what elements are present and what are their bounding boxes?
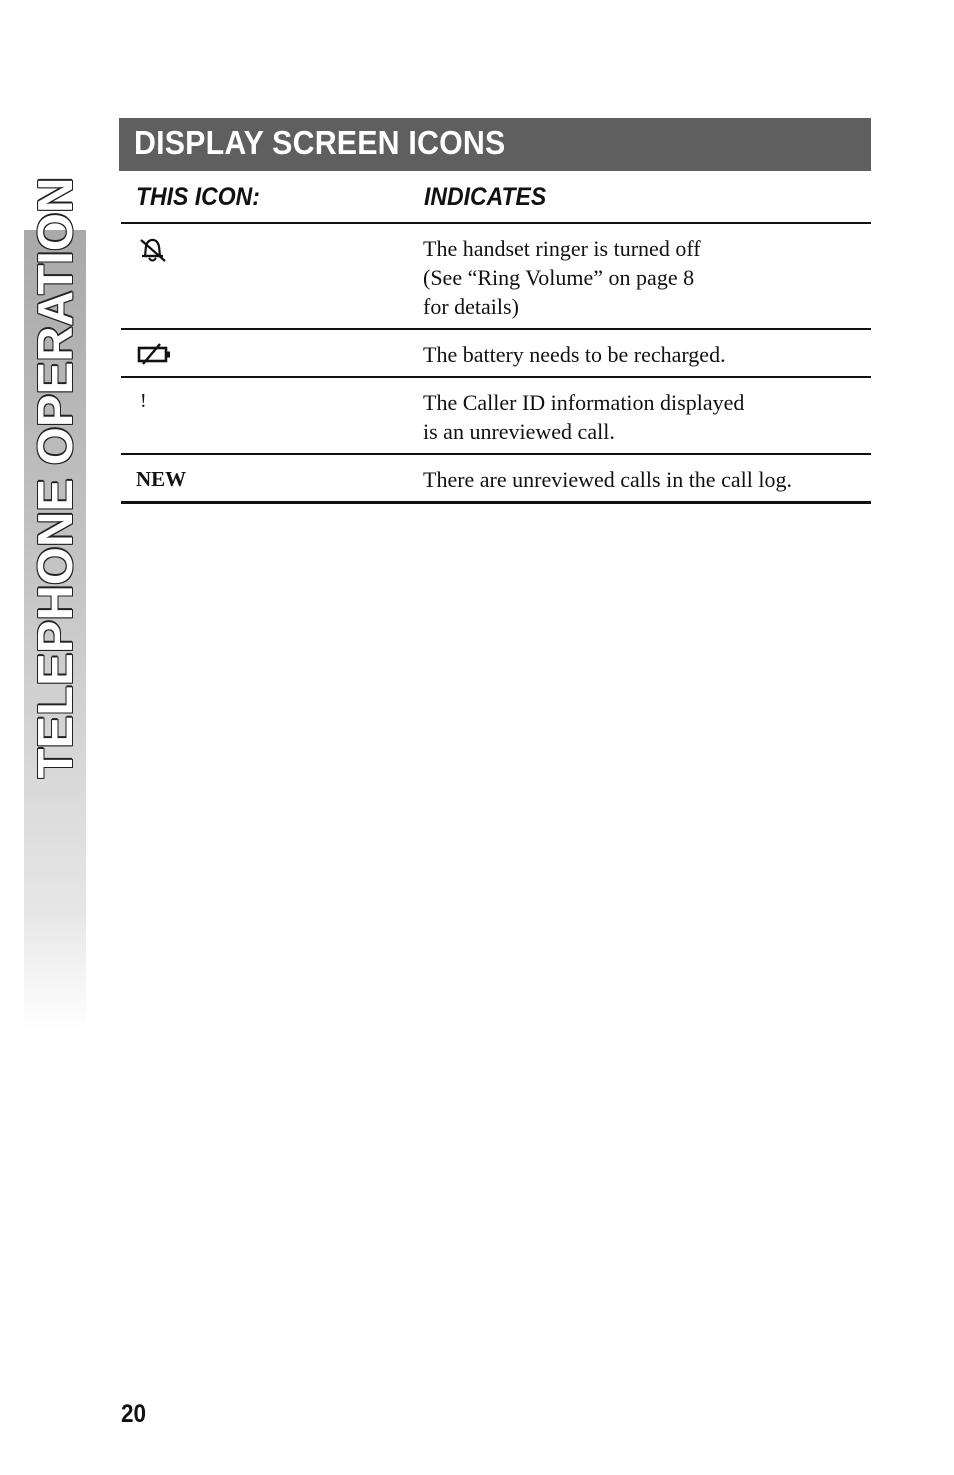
new-indicator-label: NEW	[136, 467, 187, 491]
table-row	[121, 330, 871, 378]
section-title: DISPLAY SCREEN ICONS	[134, 124, 506, 161]
ringer-off-icon	[136, 236, 168, 269]
section-header-bar	[119, 118, 871, 171]
table-row	[121, 455, 871, 504]
side-section-label: TELEPHONE OPERATION	[29, 177, 83, 779]
row-description: There are unreviewed calls in the call log.	[423, 467, 792, 492]
table-row	[121, 224, 871, 330]
exclamation-icon: !	[140, 390, 147, 412]
row-description: The battery needs to be recharged.	[423, 342, 726, 367]
table-row	[121, 378, 871, 455]
page-number: 20	[121, 1400, 147, 1428]
battery-empty-icon	[136, 342, 172, 371]
row-description: The handset ringer is turned off (See “Ring Volume” on page 8 for details)	[423, 236, 701, 319]
table-header	[121, 171, 871, 224]
icon-table	[121, 171, 871, 504]
header-this-icon: THIS ICON:	[136, 183, 260, 211]
row-description: The Caller ID information displayed is an unreviewed call.	[423, 390, 745, 444]
header-indicates: INDICATES	[424, 183, 547, 211]
